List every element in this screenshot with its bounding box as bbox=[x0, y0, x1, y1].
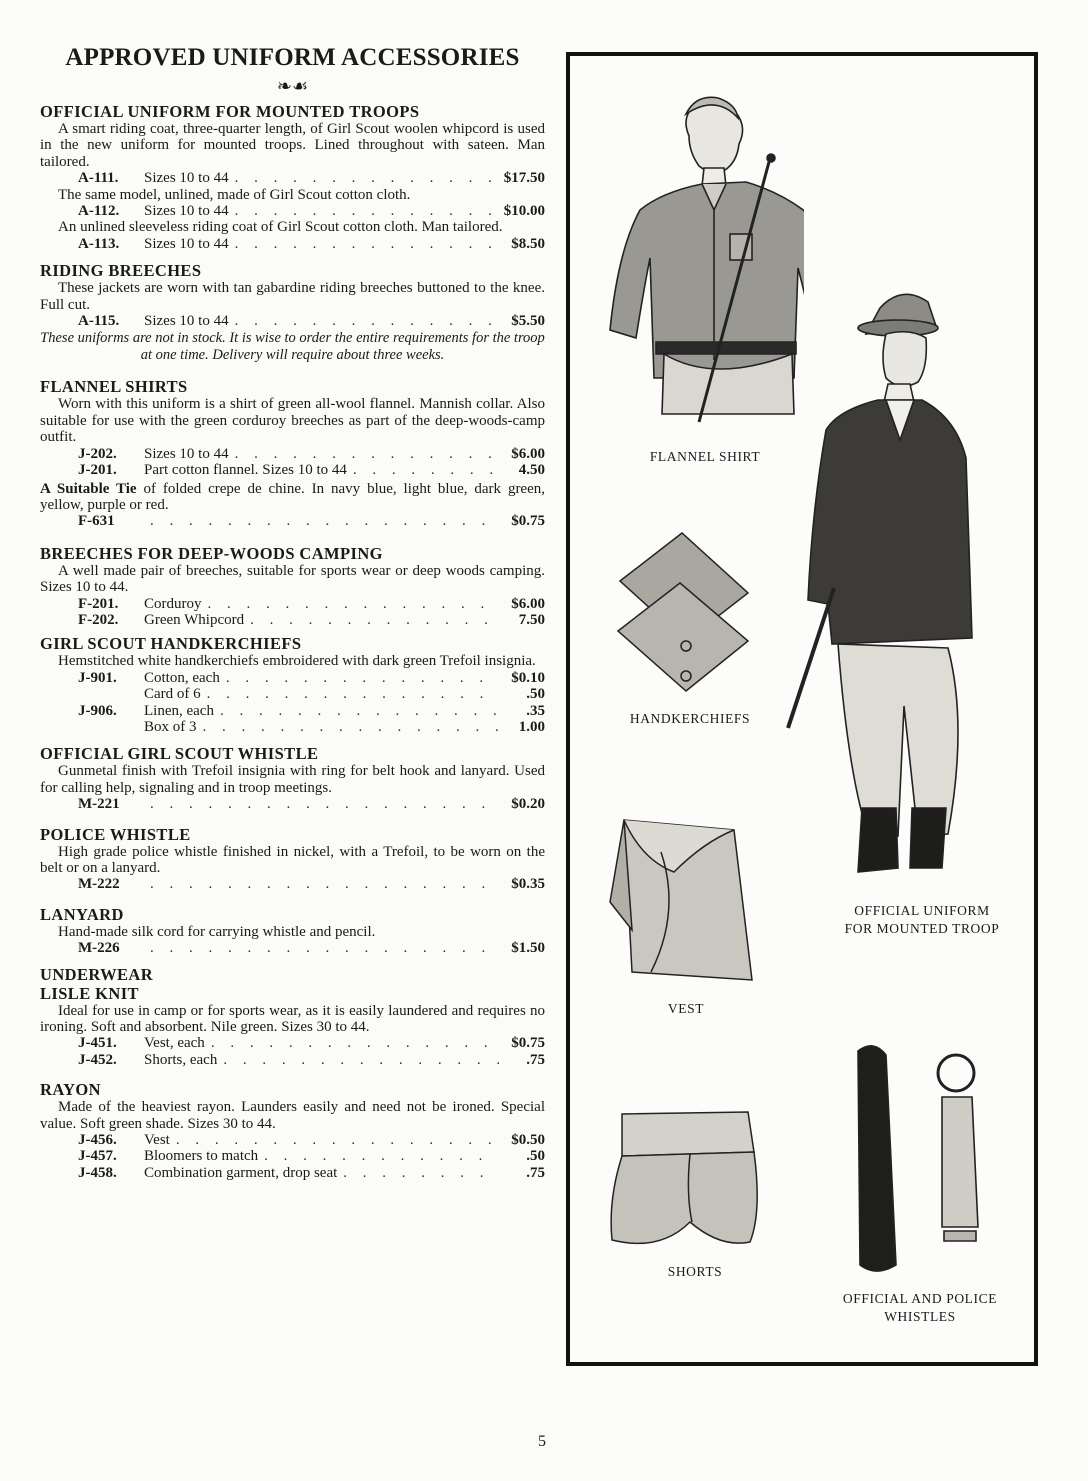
price-row bbox=[40, 596, 545, 612]
leader-dots bbox=[223, 1052, 499, 1068]
leader-dots bbox=[150, 796, 499, 812]
section-text: Made of the heaviest rayon. Launders easily and need not be ironed. Special value. Soft green shade. Sizes 30 to 44. bbox=[40, 1099, 545, 1132]
price-row bbox=[40, 462, 545, 478]
leader-dots bbox=[203, 719, 500, 735]
item-code: A-111. bbox=[78, 170, 119, 187]
caption-vest: VEST bbox=[667, 1001, 705, 1016]
item-code: F-202. bbox=[78, 611, 119, 628]
section-title: GIRL SCOUT HANDKERCHIEFS bbox=[40, 634, 302, 654]
item-price: .50 bbox=[526, 1148, 545, 1165]
item-desc: Cotton, each bbox=[144, 669, 220, 686]
item-desc: Green Whipcord bbox=[144, 611, 245, 628]
item-desc: Vest, each bbox=[144, 1035, 205, 1052]
price-row bbox=[40, 203, 545, 219]
section-title: LANYARD bbox=[40, 904, 124, 924]
item-price: $0.10 bbox=[511, 669, 545, 686]
item-code: J-452. bbox=[78, 1051, 117, 1068]
caption-line: OFFICIAL AND POLICE bbox=[842, 1291, 998, 1306]
section-title: BREECHES FOR DEEP-WOODS CAMPING bbox=[40, 543, 383, 563]
item-price: $0.75 bbox=[511, 513, 545, 530]
item-price: 1.00 bbox=[518, 718, 545, 735]
item-code: M-222 bbox=[78, 876, 120, 893]
item-desc: Vest bbox=[144, 1132, 170, 1149]
leader-dots bbox=[211, 1035, 499, 1051]
price-row bbox=[40, 719, 545, 735]
price-row bbox=[40, 1165, 545, 1181]
illustration-panel bbox=[566, 52, 1038, 1366]
caption-line: OFFICIAL UNIFORM bbox=[854, 903, 990, 918]
section-title: OFFICIAL UNIFORM FOR MOUNTED TROOPS bbox=[40, 102, 420, 121]
item-price: $10.00 bbox=[503, 203, 545, 220]
item-price: 4.50 bbox=[518, 462, 545, 479]
price-row bbox=[40, 1148, 545, 1164]
leader-dots bbox=[235, 446, 499, 462]
section-text: A smart riding coat, three-quarter length, of Girl Scout woolen whipcord is used in the new uniform for mounted troops. Lined throughout with sateen. Man tailored. bbox=[40, 121, 545, 170]
section-text: The same model, unlined, made of Girl Scout cotton cloth. bbox=[58, 186, 411, 203]
leader-dots bbox=[250, 612, 499, 628]
item-price: $1.50 bbox=[511, 940, 545, 957]
section-police-whistle bbox=[40, 825, 545, 893]
item-desc: Part cotton flannel. Sizes 10 to 44 bbox=[144, 462, 347, 479]
leader-dots bbox=[150, 876, 499, 892]
item-desc: Box of 3 bbox=[144, 718, 197, 735]
item-price: .75 bbox=[526, 1164, 545, 1181]
item-code: J-906. bbox=[78, 702, 117, 719]
item-price: 7.50 bbox=[518, 611, 545, 628]
item-price: $17.50 bbox=[503, 170, 545, 187]
item-price: $0.20 bbox=[511, 796, 545, 813]
item-code: J-202. bbox=[78, 445, 117, 462]
leader-dots bbox=[235, 170, 498, 186]
price-row bbox=[40, 796, 545, 812]
price-row bbox=[40, 612, 545, 628]
section-title: POLICE WHISTLE bbox=[40, 824, 191, 844]
shorts-illustration bbox=[604, 1106, 764, 1256]
flannel-shirt-illustration bbox=[594, 92, 804, 432]
item-price: $6.00 bbox=[511, 445, 545, 462]
item-code: J-901. bbox=[78, 669, 117, 686]
price-row bbox=[40, 670, 545, 686]
leader-dots bbox=[220, 703, 499, 719]
item-price: .50 bbox=[526, 686, 545, 703]
section-text: High grade police whistle finished in nickel, with a Trefoil, to be worn on the belt or on a lanyard. bbox=[40, 843, 545, 876]
item-price: $6.00 bbox=[511, 595, 545, 612]
section-flannel-shirts bbox=[40, 377, 545, 529]
item-code: F-201. bbox=[78, 595, 119, 612]
item-code: J-458. bbox=[78, 1164, 117, 1181]
item-desc: Sizes 10 to 44 bbox=[144, 445, 229, 462]
price-row bbox=[40, 686, 545, 702]
section-underwear bbox=[40, 965, 545, 1069]
leader-dots bbox=[207, 686, 499, 702]
section-text: Hand-made silk cord for carrying whistle and pencil. bbox=[58, 923, 376, 940]
section-text: These jackets are worn with tan gabardine riding breeches buttoned to the knee. Full cut. bbox=[40, 280, 545, 313]
leader-dots bbox=[150, 940, 499, 956]
section-lanyard bbox=[40, 905, 545, 957]
caption-shorts: SHORTS bbox=[667, 1264, 723, 1279]
item-desc: Sizes 10 to 44 bbox=[144, 235, 229, 252]
price-row bbox=[40, 313, 545, 329]
catalog-column bbox=[40, 44, 545, 1181]
ornament-divider: ❧☙ bbox=[276, 76, 309, 97]
item-price: $0.35 bbox=[511, 876, 545, 893]
section-text: Gunmetal finish with Trefoil insignia with ring for belt hook and lanyard. Used for calling help, signaling and in troop meetings. bbox=[40, 763, 545, 796]
leader-dots bbox=[343, 1165, 499, 1181]
item-code: J-201. bbox=[78, 462, 117, 479]
tie-lead: A Suitable Tie bbox=[40, 480, 137, 497]
section-camping-breeches bbox=[40, 544, 545, 629]
item-price: .75 bbox=[526, 1051, 545, 1068]
item-desc: Linen, each bbox=[144, 702, 214, 719]
leader-dots bbox=[150, 513, 499, 529]
item-code: J-451. bbox=[78, 1035, 117, 1052]
tie-description bbox=[40, 481, 545, 514]
item-price: $8.50 bbox=[511, 235, 545, 252]
item-code: J-456. bbox=[78, 1132, 117, 1149]
section-handkerchiefs bbox=[40, 634, 545, 735]
section-title: RAYON bbox=[40, 1080, 101, 1100]
leader-dots bbox=[176, 1132, 499, 1148]
item-desc: Card of 6 bbox=[144, 686, 201, 703]
leader-dots bbox=[226, 670, 499, 686]
caption-handkerchiefs: HANDKERCHIEFS bbox=[629, 711, 751, 726]
section-title: RIDING BREECHES bbox=[40, 261, 202, 281]
item-code: F-631 bbox=[78, 513, 115, 530]
item-code: M-221 bbox=[78, 796, 120, 813]
price-row bbox=[40, 446, 545, 462]
item-price: .35 bbox=[526, 702, 545, 719]
section-text: Hemstitched white handkerchiefs embroidered with dark green Trefoil insignia. bbox=[58, 653, 536, 670]
leader-dots bbox=[235, 203, 498, 219]
item-code: J-457. bbox=[78, 1148, 117, 1165]
caption-whistles bbox=[820, 1290, 1020, 1326]
tie-text: of folded crepe de chine. In navy blue, light blue, dark green, yellow, purple or red. bbox=[40, 480, 546, 513]
section-text: A well made pair of breeches, suitable for sports wear or deep woods camping. Sizes 10 to 44. bbox=[40, 562, 545, 596]
item-code: A-112. bbox=[78, 203, 120, 220]
page-title: APPROVED UNIFORM ACCESSORIES bbox=[65, 44, 520, 71]
price-row bbox=[40, 1052, 545, 1068]
mounted-uniform-illustration bbox=[778, 288, 1008, 888]
item-desc: Sizes 10 to 44 bbox=[144, 313, 229, 330]
item-code: A-115. bbox=[78, 313, 120, 330]
item-price: $0.50 bbox=[511, 1132, 545, 1149]
section-official-whistle bbox=[40, 744, 545, 812]
section-text: An unlined sleeveless riding coat of Girl Scout cotton cloth. Man tailored. bbox=[58, 219, 503, 236]
leader-dots bbox=[353, 462, 499, 478]
page-number: 5 bbox=[538, 1433, 546, 1450]
price-row bbox=[40, 1035, 545, 1051]
section-title: FLANNEL SHIRTS bbox=[40, 377, 188, 397]
whistles-illustration bbox=[844, 1041, 994, 1276]
delivery-note: These uniforms are not in stock. It is wise to order the entire requirements for the troop at one time. Delivery will require about three weeks. bbox=[40, 330, 545, 363]
item-code: A-113. bbox=[78, 235, 120, 252]
item-desc: Combination garment, drop seat bbox=[144, 1164, 338, 1181]
section-text: Worn with this uniform is a shirt of green all-wool flannel. Mannish collar. Also suitable for use with the green corduroy breeches as part of the deep-woods-camp outfit. bbox=[40, 396, 545, 446]
item-price: $5.50 bbox=[511, 313, 545, 330]
price-row bbox=[40, 940, 545, 956]
section-subtitle: LISLE KNIT bbox=[40, 983, 139, 1003]
price-row bbox=[40, 1132, 545, 1148]
item-desc: Shorts, each bbox=[144, 1051, 218, 1068]
caption-line: FOR MOUNTED TROOP bbox=[844, 921, 1000, 936]
leader-dots bbox=[208, 596, 500, 612]
section-rayon bbox=[40, 1080, 545, 1181]
handkerchiefs-illustration bbox=[610, 526, 760, 696]
caption-mounted-uniform bbox=[812, 902, 1032, 938]
price-row bbox=[40, 703, 545, 719]
section-title: UNDERWEAR bbox=[40, 964, 154, 984]
item-code: M-226 bbox=[78, 940, 120, 957]
price-row bbox=[40, 876, 545, 892]
section-title: OFFICIAL GIRL SCOUT WHISTLE bbox=[40, 744, 319, 764]
caption-flannel-shirt: FLANNEL SHIRT bbox=[649, 449, 761, 464]
item-desc: Corduroy bbox=[144, 595, 202, 612]
price-row bbox=[40, 513, 545, 529]
item-price: $0.75 bbox=[511, 1035, 545, 1052]
vest-illustration bbox=[606, 812, 761, 982]
leader-dots bbox=[235, 236, 499, 252]
section-riding-breeches bbox=[40, 261, 545, 363]
item-desc: Bloomers to match bbox=[144, 1148, 259, 1165]
section-mounted-troops bbox=[40, 102, 545, 252]
caption-line: WHISTLES bbox=[884, 1309, 956, 1324]
price-row bbox=[40, 170, 545, 186]
leader-dots bbox=[235, 313, 499, 329]
item-desc: Sizes 10 to 44 bbox=[144, 170, 229, 187]
price-row bbox=[40, 236, 545, 252]
section-text: Ideal for use in camp or for sports wear, as it is easily laundered and requires no ironing. Soft and absorbent. Nile green. Sizes 30 to 44. bbox=[40, 1002, 545, 1036]
leader-dots bbox=[264, 1148, 499, 1164]
item-desc: Sizes 10 to 44 bbox=[144, 203, 229, 220]
